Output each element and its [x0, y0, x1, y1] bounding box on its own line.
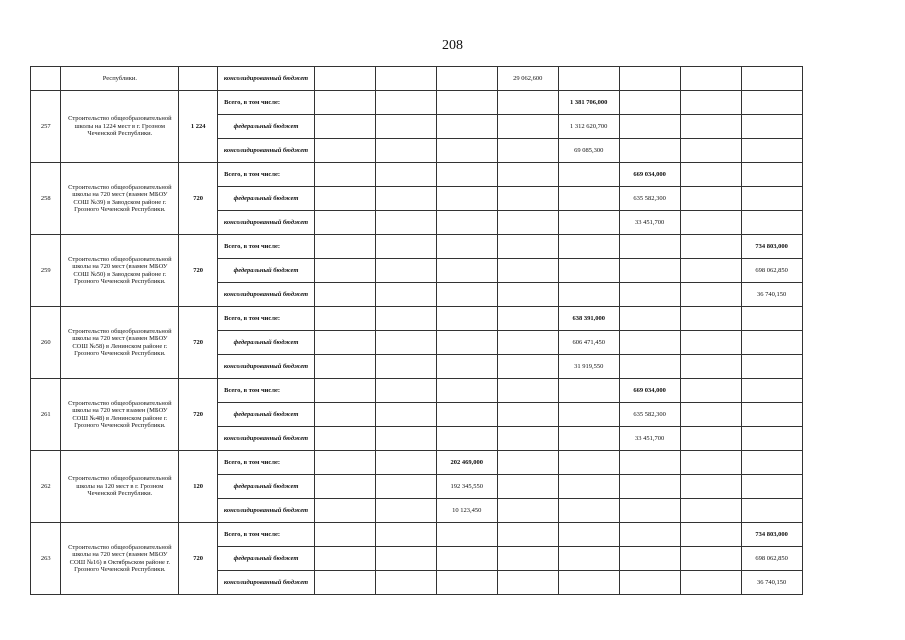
amount-cell: [558, 427, 619, 451]
amount-cell: 202 469,000: [436, 451, 497, 475]
budget-label-cell: консолидированный бюджет: [218, 67, 315, 91]
amount-cell: [558, 187, 619, 211]
amount-cell: [375, 523, 436, 547]
amount-cell: [497, 355, 558, 379]
budget-label-cell: федеральный бюджет: [218, 115, 315, 139]
amount-cell: [314, 499, 375, 523]
amount-cell: [497, 163, 558, 187]
table-body: [31, 67, 870, 595]
project-name-cell: Строительство общеобразовательной школы на 720 мест (взамен МБОУ СОШ №50) в Заводском районе г. Грозного Чеченской Республики.: [61, 235, 179, 307]
amount-cell: [680, 547, 741, 571]
amount-cell: [436, 115, 497, 139]
amount-cell: [497, 475, 558, 499]
table-row: [31, 379, 870, 403]
amount-cell: [741, 379, 802, 403]
budget-label-cell: Всего, в том числе:: [218, 523, 315, 547]
amount-cell: 33 451,700: [619, 427, 680, 451]
amount-cell: [436, 91, 497, 115]
budget-label-cell: консолидированный бюджет: [218, 211, 315, 235]
amount-cell: [375, 475, 436, 499]
amount-cell: [558, 235, 619, 259]
amount-cell: [619, 283, 680, 307]
amount-cell: [680, 259, 741, 283]
amount-cell: 31 919,550: [558, 355, 619, 379]
table-row: [31, 163, 870, 187]
amount-cell: [680, 163, 741, 187]
amount-cell: [375, 259, 436, 283]
amount-cell: [375, 235, 436, 259]
amount-cell: [375, 427, 436, 451]
capacity-cell: 720: [179, 307, 218, 379]
amount-cell: [619, 475, 680, 499]
project-name-cell: Строительство общеобразовательной школы на 120 мест в г. Грозном Чеченской Республики.: [61, 451, 179, 523]
amount-cell: [314, 163, 375, 187]
amount-cell: [680, 307, 741, 331]
budget-label-cell: федеральный бюджет: [218, 475, 315, 499]
amount-cell: [436, 379, 497, 403]
budget-label-cell: консолидированный бюджет: [218, 427, 315, 451]
amount-cell: [497, 331, 558, 355]
amount-cell: [741, 211, 802, 235]
amount-cell: [436, 211, 497, 235]
amount-cell: [619, 355, 680, 379]
amount-cell: [680, 403, 741, 427]
amount-cell: 669 034,000: [619, 379, 680, 403]
amount-cell: [314, 451, 375, 475]
amount-cell: 698 062,850: [741, 259, 802, 283]
amount-cell: [619, 451, 680, 475]
budget-label-cell: Всего, в том числе:: [218, 379, 315, 403]
amount-cell: [558, 379, 619, 403]
amount-cell: [497, 211, 558, 235]
amount-cell: [680, 331, 741, 355]
budget-table: [30, 66, 870, 595]
amount-cell: [558, 67, 619, 91]
amount-cell: [314, 259, 375, 283]
amount-cell: [436, 235, 497, 259]
budget-label-cell: консолидированный бюджет: [218, 355, 315, 379]
amount-cell: [497, 523, 558, 547]
amount-cell: 192 345,550: [436, 475, 497, 499]
amount-cell: [619, 499, 680, 523]
table-row: [31, 523, 870, 547]
project-number-cell: [31, 67, 61, 91]
amount-cell: [741, 475, 802, 499]
amount-cell: [375, 499, 436, 523]
amount-cell: [436, 283, 497, 307]
table-row: [31, 451, 870, 475]
amount-cell: [558, 403, 619, 427]
amount-cell: [680, 355, 741, 379]
amount-cell: 734 803,000: [741, 235, 802, 259]
amount-cell: [497, 379, 558, 403]
amount-cell: [741, 499, 802, 523]
amount-cell: [314, 331, 375, 355]
amount-cell: 638 391,000: [558, 307, 619, 331]
amount-cell: [436, 67, 497, 91]
amount-cell: 606 471,450: [558, 331, 619, 355]
amount-cell: [497, 427, 558, 451]
amount-cell: 33 451,700: [619, 211, 680, 235]
project-name-cell: Строительство общеобразовательной школы на 720 мест взамен (МБОУ СОШ №48) в Ленинском районе г. Грозного Чеченской Республики.: [61, 379, 179, 451]
amount-cell: [680, 283, 741, 307]
table-row: [31, 307, 870, 331]
amount-cell: [680, 499, 741, 523]
amount-cell: [375, 91, 436, 115]
capacity-cell: 120: [179, 451, 218, 523]
amount-cell: [741, 307, 802, 331]
amount-cell: [375, 283, 436, 307]
amount-cell: [680, 451, 741, 475]
amount-cell: [680, 91, 741, 115]
amount-cell: [558, 259, 619, 283]
amount-cell: 669 034,000: [619, 163, 680, 187]
amount-cell: 698 062,850: [741, 547, 802, 571]
amount-cell: [497, 403, 558, 427]
amount-cell: [680, 67, 741, 91]
project-number-cell: 261: [31, 379, 61, 451]
amount-cell: [375, 307, 436, 331]
amount-cell: [619, 139, 680, 163]
amount-cell: [436, 547, 497, 571]
amount-cell: [741, 139, 802, 163]
project-name-cell: Строительство общеобразовательной школы на 1224 мест в г. Грозном Чеченской Республики.: [61, 91, 179, 163]
amount-cell: [436, 163, 497, 187]
amount-cell: 635 582,300: [619, 187, 680, 211]
amount-cell: [375, 403, 436, 427]
page-number: 208: [442, 38, 463, 53]
amount-cell: [314, 91, 375, 115]
amount-cell: [375, 187, 436, 211]
amount-cell: [375, 379, 436, 403]
amount-cell: [314, 187, 375, 211]
budget-label-cell: консолидированный бюджет: [218, 283, 315, 307]
capacity-cell: 1 224: [179, 91, 218, 163]
amount-cell: [314, 211, 375, 235]
amount-cell: [741, 91, 802, 115]
budget-label-cell: Всего, в том числе:: [218, 451, 315, 475]
amount-cell: [680, 379, 741, 403]
project-number-cell: 263: [31, 523, 61, 595]
amount-cell: [680, 235, 741, 259]
amount-cell: 36 740,150: [741, 571, 802, 595]
amount-cell: [314, 571, 375, 595]
amount-cell: [558, 499, 619, 523]
project-number-cell: 262: [31, 451, 61, 523]
amount-cell: [375, 139, 436, 163]
amount-cell: [314, 475, 375, 499]
amount-cell: [436, 307, 497, 331]
capacity-cell: [179, 67, 218, 91]
amount-cell: [314, 547, 375, 571]
amount-cell: [619, 547, 680, 571]
budget-label-cell: федеральный бюджет: [218, 547, 315, 571]
amount-cell: [436, 523, 497, 547]
amount-cell: [375, 571, 436, 595]
amount-cell: [558, 475, 619, 499]
capacity-cell: 720: [179, 523, 218, 595]
amount-cell: [497, 259, 558, 283]
project-number-cell: 260: [31, 307, 61, 379]
budget-label-cell: федеральный бюджет: [218, 187, 315, 211]
amount-cell: [497, 139, 558, 163]
budget-label-cell: федеральный бюджет: [218, 259, 315, 283]
amount-cell: [436, 187, 497, 211]
amount-cell: [314, 307, 375, 331]
project-name-cell: Республики.: [61, 67, 179, 91]
amount-cell: [497, 235, 558, 259]
amount-cell: [497, 547, 558, 571]
capacity-cell: 720: [179, 379, 218, 451]
amount-cell: [497, 307, 558, 331]
amount-cell: [375, 451, 436, 475]
amount-cell: 29 062,600: [497, 67, 558, 91]
amount-cell: [741, 355, 802, 379]
project-number-cell: 259: [31, 235, 61, 307]
amount-cell: [680, 139, 741, 163]
amount-cell: 734 803,000: [741, 523, 802, 547]
amount-cell: [680, 211, 741, 235]
amount-cell: [375, 163, 436, 187]
amount-cell: [680, 115, 741, 139]
capacity-cell: 720: [179, 235, 218, 307]
amount-cell: [558, 163, 619, 187]
budget-label-cell: консолидированный бюджет: [218, 571, 315, 595]
amount-cell: [375, 547, 436, 571]
budget-label-cell: Всего, в том числе:: [218, 235, 315, 259]
project-number-cell: 257: [31, 91, 61, 163]
amount-cell: [558, 571, 619, 595]
amount-cell: [314, 379, 375, 403]
table-row: [31, 91, 870, 115]
amount-cell: [375, 355, 436, 379]
amount-cell: [680, 427, 741, 451]
capacity-cell: 720: [179, 163, 218, 235]
amount-cell: [314, 427, 375, 451]
amount-cell: 36 740,150: [741, 283, 802, 307]
amount-cell: [497, 451, 558, 475]
project-name-cell: Строительство общеобразовательной школы на 720 мест (взамен МБОУ СОШ №16) в Октябрьском районе г. Грозного Чеченской Республики.: [61, 523, 179, 595]
amount-cell: [497, 283, 558, 307]
amount-cell: [436, 331, 497, 355]
amount-cell: [741, 115, 802, 139]
amount-cell: [314, 403, 375, 427]
budget-label-cell: консолидированный бюджет: [218, 139, 315, 163]
amount-cell: [741, 427, 802, 451]
amount-cell: [314, 67, 375, 91]
amount-cell: [619, 235, 680, 259]
amount-cell: [741, 187, 802, 211]
amount-cell: [497, 499, 558, 523]
amount-cell: [497, 115, 558, 139]
budget-label-cell: Всего, в том числе:: [218, 163, 315, 187]
amount-cell: [619, 571, 680, 595]
amount-cell: [558, 547, 619, 571]
amount-cell: [741, 67, 802, 91]
amount-cell: 1 381 706,000: [558, 91, 619, 115]
amount-cell: [314, 283, 375, 307]
amount-cell: 635 582,300: [619, 403, 680, 427]
amount-cell: 1 312 620,700: [558, 115, 619, 139]
budget-label-cell: Всего, в том числе:: [218, 91, 315, 115]
amount-cell: [558, 283, 619, 307]
amount-cell: [436, 259, 497, 283]
amount-cell: [741, 403, 802, 427]
amount-cell: [680, 187, 741, 211]
table-row: [31, 67, 870, 91]
amount-cell: [619, 331, 680, 355]
amount-cell: [436, 139, 497, 163]
amount-cell: [680, 571, 741, 595]
budget-label-cell: консолидированный бюджет: [218, 499, 315, 523]
amount-cell: 10 123,450: [436, 499, 497, 523]
amount-cell: [436, 355, 497, 379]
amount-cell: [619, 91, 680, 115]
amount-cell: [314, 355, 375, 379]
amount-cell: [558, 211, 619, 235]
amount-cell: [619, 115, 680, 139]
amount-cell: [314, 235, 375, 259]
amount-cell: [436, 427, 497, 451]
project-name-cell: Строительство общеобразовательной школы на 720 мест (взамен МБОУ СОШ №58) в Ленинском районе г. Грозного Чеченской Республики.: [61, 307, 179, 379]
amount-cell: [741, 163, 802, 187]
amount-cell: [619, 259, 680, 283]
budget-label-cell: федеральный бюджет: [218, 403, 315, 427]
amount-cell: [680, 475, 741, 499]
amount-cell: [375, 115, 436, 139]
amount-cell: [680, 523, 741, 547]
amount-cell: [314, 139, 375, 163]
amount-cell: [741, 451, 802, 475]
amount-cell: [619, 67, 680, 91]
amount-cell: [314, 523, 375, 547]
amount-cell: [558, 523, 619, 547]
amount-cell: [497, 91, 558, 115]
project-number-cell: 258: [31, 163, 61, 235]
budget-label-cell: федеральный бюджет: [218, 331, 315, 355]
amount-cell: [314, 115, 375, 139]
amount-cell: [741, 331, 802, 355]
project-name-cell: Строительство общеобразовательной школы на 720 мест (взамен МБОУ СОШ №39) в Заводском районе г. Грозного Чеченской Республики.: [61, 163, 179, 235]
amount-cell: [558, 451, 619, 475]
amount-cell: [497, 571, 558, 595]
amount-cell: [375, 211, 436, 235]
amount-cell: [497, 187, 558, 211]
amount-cell: [375, 67, 436, 91]
amount-cell: 69 085,300: [558, 139, 619, 163]
amount-cell: [619, 307, 680, 331]
table-row: [31, 235, 870, 259]
amount-cell: [436, 403, 497, 427]
budget-label-cell: Всего, в том числе:: [218, 307, 315, 331]
amount-cell: [619, 523, 680, 547]
amount-cell: [375, 331, 436, 355]
amount-cell: [436, 571, 497, 595]
